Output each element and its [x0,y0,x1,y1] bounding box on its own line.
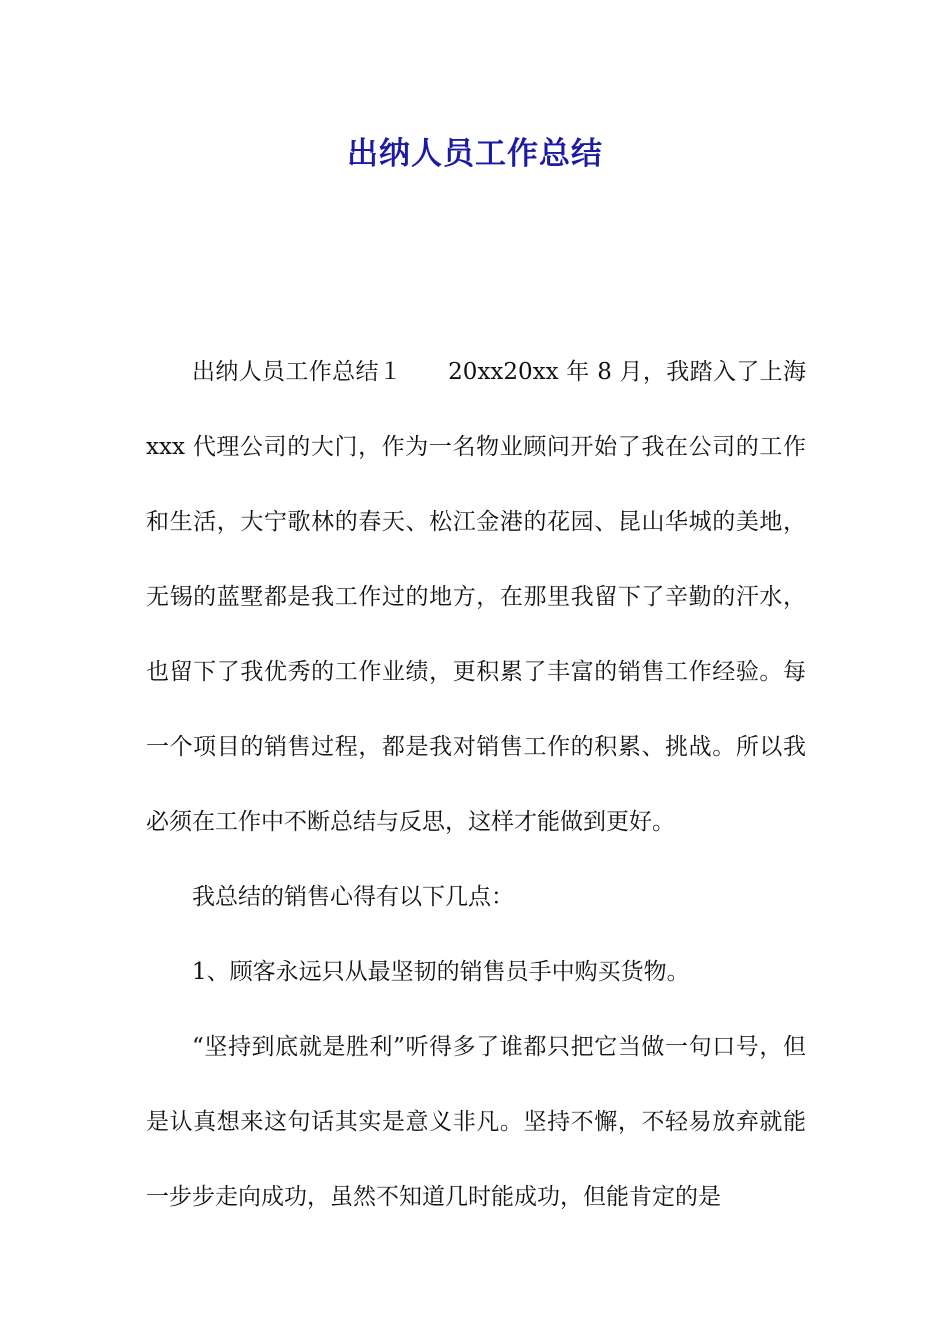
document-title: 出纳人员工作总结 [347,136,603,172]
document-body [146,335,806,1235]
section-heading: 出纳人员工作总结１ [192,359,403,385]
paragraph-text: 20xx20xx 年 8 月，我踏入了上海 xxx 代理公司的大门，作为一名物业顾问开始了我在公司的工作和生活，大宁歌林的春天、松江金港的花园、昆山华城的美地，无锡的蓝墅都是我工作过的地方，在那里我留下了辛勤的汗水，也留下了我优秀的工作业绩，更积累了丰富的销售工作经验。每一个项目的销售过程，都是我对销售工作的积累、挑战。所以我必须在工作中不断总结与反思，这样才能做到更好。 [146,359,807,835]
paragraph-point-1: 1、顾客永远只从最坚韧的销售员手中购买货物。 [192,959,690,985]
paragraph-list-intro: 我总结的销售心得有以下几点： [192,884,514,910]
paragraph-intro [146,335,806,860]
paragraph-point-1-detail: “坚持到底就是胜利”听得多了谁都只把它当做一句口号，但是认真想来这句话其实是意义非凡。坚持不懈，不轻易放弃就能一步步走向成功，虽然不知道几时能成功，但能肯定的是 [146,1034,806,1210]
